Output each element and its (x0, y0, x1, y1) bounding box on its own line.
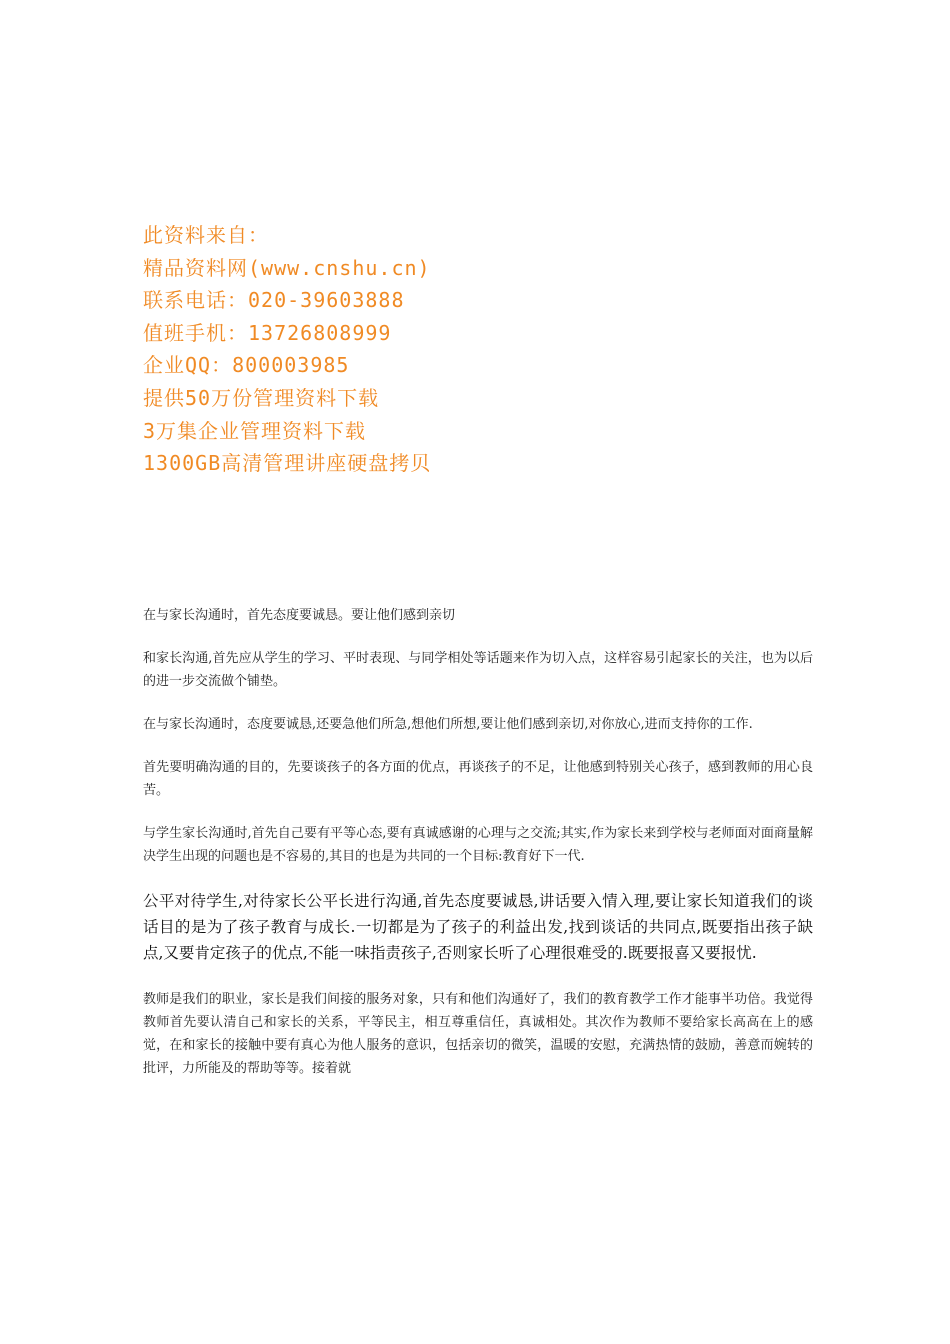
paragraph-1: 在与家长沟通时，首先态度要诚恳。要让他们感到亲切 (143, 608, 456, 623)
offer-line-3: 1300GB高清管理讲座硬盘拷贝 (143, 451, 432, 476)
offer-line-1: 提供50万份管理资料下载 (143, 385, 380, 410)
paragraph-3: 在与家长沟通时，态度要诚恳,还要急他们所急,想他们所想,要让他们感到亲切,对你放心,进而支持你的工作. (143, 717, 753, 732)
offer-line-2: 3万集企业管理资料下载 (143, 418, 367, 443)
source-website: 精品资料网(www.cnshu.cn) (143, 255, 431, 280)
document-body (143, 604, 813, 1100)
company-qq: 企业QQ：800003985 (143, 353, 350, 378)
duty-mobile: 值班手机：13726808999 (143, 320, 392, 345)
source-info-block (143, 219, 843, 480)
paragraph-5: 与学生家长沟通时,首先自己要有平等心态,要有真诚感谢的心理与之交流;其实,作为家长来到学校与老师面对面商量解决学生出现的问题也是不容易的,其目的也是为共同的一个目标:教育好下一代. (143, 826, 813, 864)
contact-phone: 联系电话：020-39603888 (143, 288, 405, 313)
paragraph-2: 和家长沟通,首先应从学生的学习、平时表现、与同学相处等话题来作为切入点，这样容易引起家长的关注，也为以后的进一步交流做个铺垫。 (143, 651, 813, 689)
paragraph-4: 首先要明确沟通的目的，先要谈孩子的各方面的优点，再谈孩子的不足，让他感到特别关心孩子，感到教师的用心良苦。 (143, 760, 813, 798)
paragraph-6: 公平对待学生,对待家长公平长进行沟通,首先态度要诚恳,讲话要入情入理,要让家长知道我们的谈话目的是为了孩子教育与成长.一切都是为了孩子的利益出发,找到谈话的共同点,既要指出孩子缺点,又要肯定孩子的优点,不能一味指责孩子,否则家长听了心理很难受的.既要报喜又要报忧. (143, 892, 813, 962)
paragraph-7: 教师是我们的职业，家长是我们间接的服务对象，只有和他们沟通好了，我们的教育教学工作才能事半功倍。我觉得教师首先要认清自己和家长的关系，平等民主，相互尊重信任，真诚相处。其次作为教师不要给家长高高在上的感觉，在和家长的接触中要有真心为他人服务的意识，包括亲切的微笑，温暖的安慰，充满热情的鼓励，善意而婉转的批评，力所能及的帮助等等。接着就 (143, 992, 813, 1076)
source-label: 此资料来自： (143, 223, 269, 247)
